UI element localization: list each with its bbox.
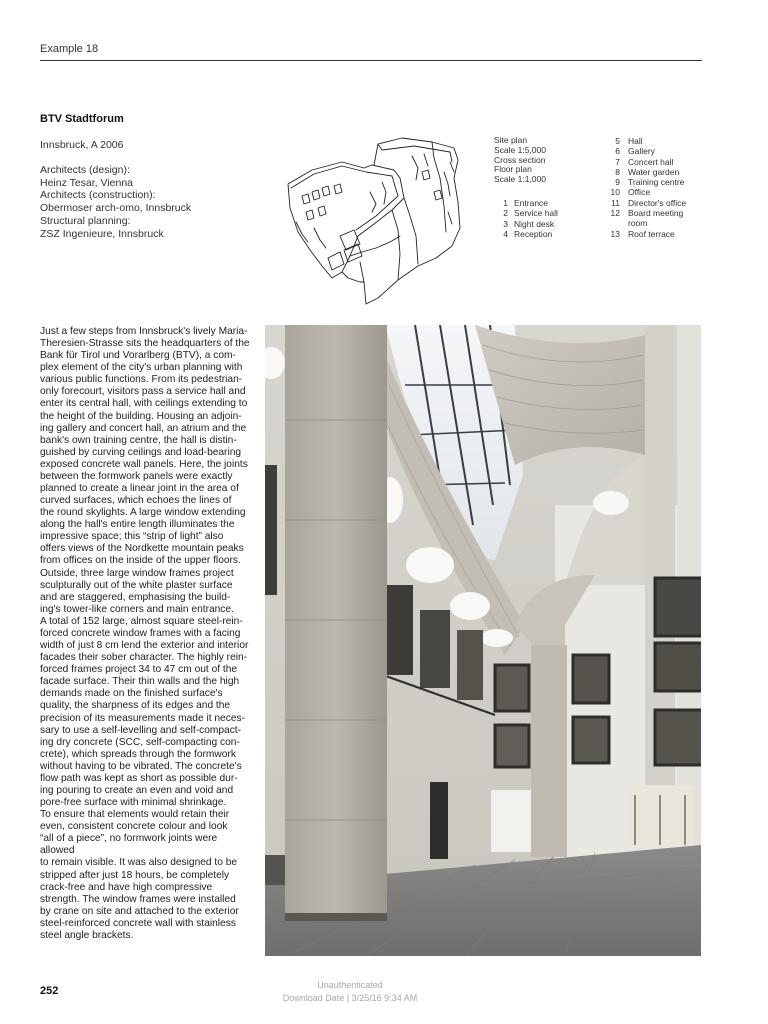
legend-label: Concert hall <box>628 156 674 167</box>
body-line: to remain visible. It was also designed to be <box>40 857 238 869</box>
legend-label: Director's office <box>628 197 687 208</box>
legend-number: 13 <box>610 228 620 239</box>
body-line: even, consistent concrete colour and look <box>40 821 228 833</box>
legend-item <box>610 136 692 146</box>
body-line: curved surfaces, which echoes the lines of <box>40 495 232 507</box>
body-line: guished by curving ceilings and load-bearing <box>40 446 242 458</box>
footer-line: Unauthenticated <box>317 980 383 990</box>
header-rule <box>40 60 702 61</box>
legend-label: Service hall <box>514 208 558 219</box>
body-line: only forecourt, visitors pass a service hall and <box>40 386 246 398</box>
body-line: Bank für Tirol und Vorarlberg (BTV), a com- <box>40 350 236 362</box>
body-line: planned to create a linear joint in the area of <box>40 483 239 495</box>
body-line: crete), which spreads through the formwork <box>40 748 236 760</box>
body-line: by crane on site and attached to the exterior <box>40 905 239 917</box>
legend-item <box>494 198 578 208</box>
legend-label: Reception <box>514 228 553 239</box>
legend-label: Office <box>628 187 651 198</box>
legend-heading-line: Scale 1:1,000 <box>494 174 546 185</box>
legend-number: 5 <box>615 136 620 146</box>
body-line: without having to be vibrated. The concrete's <box>40 760 242 772</box>
body-line: pore-free surface with minimal shrinkage. <box>40 797 227 809</box>
body-line: flow path was kept as short as possible dur- <box>40 772 238 784</box>
body-line: “all of a piece”, no formwork joints were allowed <box>40 833 218 857</box>
body-line: between the formwork panels were exactly <box>40 470 233 482</box>
body-line: exposed concrete wall panels. Here, the joints <box>40 458 248 470</box>
body-line: ing gallery and concert hall, an atrium and the <box>40 422 247 434</box>
legend-number: 6 <box>615 146 620 157</box>
legend-item <box>610 229 692 239</box>
legend-item <box>494 219 578 229</box>
body-line: precision of its measurements made it neces- <box>40 712 245 724</box>
legend-heading-line: Scale 1:5,000 <box>494 144 546 155</box>
body-line: the height of the building. Housing an adjoin- <box>40 410 242 422</box>
body-line: Outside, three large window frames project <box>40 567 234 579</box>
legend-item <box>610 198 692 208</box>
credit-line: Architects (construction): <box>40 189 156 202</box>
atrium-photo <box>265 325 701 956</box>
legend-label: Water garden <box>628 166 680 177</box>
body-line: along the hall's entire length illuminates the <box>40 519 235 531</box>
legend-number: 10 <box>610 187 620 198</box>
legend-heading-line: Floor plan <box>494 164 532 175</box>
body-line: ing's tower-like corners and main entrance. <box>40 603 234 615</box>
legend-item <box>610 187 692 197</box>
body-line: quality, the sharpness of its edges and the <box>40 700 231 712</box>
legend-item <box>610 177 692 187</box>
credit-line: Structural planning: <box>40 214 131 227</box>
body-line: facade surface. Their thin walls and the high <box>40 676 240 688</box>
body-line: and are staggered, emphasising the build- <box>40 591 231 603</box>
legend-number: 9 <box>615 177 620 188</box>
body-line: To ensure that elements would retain their <box>40 809 230 821</box>
legend-number: 7 <box>615 156 620 167</box>
body-line: stripped after just 18 hours, be completely <box>40 869 230 881</box>
body-line: the round skylights. A large window extending <box>40 507 246 519</box>
body-line: steel-reinforced concrete wall with stainless <box>40 917 236 929</box>
body-line: various public functions. From its pedestrian- <box>40 374 243 386</box>
credit-line: Architects (design): <box>40 163 130 176</box>
body-line: Just a few steps from Innsbruck's lively Maria- <box>40 326 248 337</box>
body-line: Theresien-Strasse sits the headquarters of the <box>40 338 250 350</box>
legend-label: Board meeting room <box>628 208 684 229</box>
legend-number: 1 <box>503 198 508 208</box>
credit-line: Obermoser arch-omo, Innsbruck <box>40 202 192 215</box>
legend-item <box>610 208 692 229</box>
section-label: Example 18 <box>40 43 99 55</box>
body-line: bank's own training centre, the hall is distin- <box>40 434 237 446</box>
legend-label: Entrance <box>514 198 549 208</box>
legend-number: 3 <box>503 218 508 229</box>
body-line: enter its central hall, with ceilings extending to <box>40 398 248 410</box>
body-line: impressive space; this “strip of light” also <box>40 531 224 543</box>
legend-number: 12 <box>610 208 620 219</box>
legend-label: Gallery <box>628 146 655 157</box>
legend-heading-line: Cross section <box>494 154 546 165</box>
legend-heading-line: Site plan <box>494 135 528 145</box>
legend-item <box>610 146 692 156</box>
footer-line: Download Date | 3/25/16 9:34 AM <box>282 993 418 1003</box>
download-footer <box>250 979 450 1005</box>
body-line: steel angle brackets. <box>40 929 134 941</box>
legend-item <box>494 208 578 218</box>
legend-number: 8 <box>615 166 620 177</box>
body-line: plex element of the city's urban planning with <box>40 362 243 374</box>
credit-line: Heinz Tesar, Vienna <box>40 176 134 189</box>
project-title: BTV Stadtforum <box>40 113 124 125</box>
credit-line: ZSZ Ingenieure, Innsbruck <box>40 227 164 240</box>
body-line: ing pouring to create an even and void and <box>40 784 234 796</box>
page-number: 252 <box>40 985 59 997</box>
legend-list-2 <box>610 136 692 239</box>
body-line: ing dry concrete (SCC, self-compacting con- <box>40 736 240 748</box>
legend-label: Training centre <box>628 177 685 188</box>
legend-number: 2 <box>503 208 508 219</box>
legend-label: Hall <box>628 136 643 146</box>
body-line: strength. The window frames were installed <box>40 893 236 905</box>
legend-number: 11 <box>611 197 620 208</box>
body-line: from offices on the inside of the upper floors. <box>40 555 241 567</box>
legend-heading <box>494 136 546 185</box>
legend-item <box>610 167 692 177</box>
body-line: sary to use a self-levelling and self-compact- <box>40 724 242 736</box>
body-line: offers views of the Nordkette mountain peaks <box>40 543 244 555</box>
legend-number: 4 <box>503 228 508 239</box>
body-line: crack-free and have high compressive <box>40 881 213 893</box>
legend-item <box>610 157 692 167</box>
legend-label: Night desk <box>514 218 555 229</box>
body-line: forced frames project 34 to 47 cm out of the <box>40 664 238 676</box>
legend-label: Roof terrace <box>628 228 675 239</box>
body-line: A total of 152 large, almost square steel-rein- <box>40 615 243 627</box>
article-body <box>40 326 252 942</box>
body-line: demands made on the finished surface's <box>40 688 223 700</box>
body-line: facades their sober character. The highly rein- <box>40 652 248 664</box>
legend-list-1 <box>494 198 578 239</box>
body-line: sculpturally out of the white plaster surface <box>40 579 233 591</box>
project-location: Innsbruck, A 2006 <box>40 139 124 151</box>
legend-item <box>494 229 578 239</box>
site-plan-sketch <box>282 132 478 308</box>
body-line: width of just 8 cm lend the exterior and interior <box>40 640 249 652</box>
body-line: forced concrete window frames with a facing <box>40 627 241 639</box>
project-info <box>40 139 270 241</box>
